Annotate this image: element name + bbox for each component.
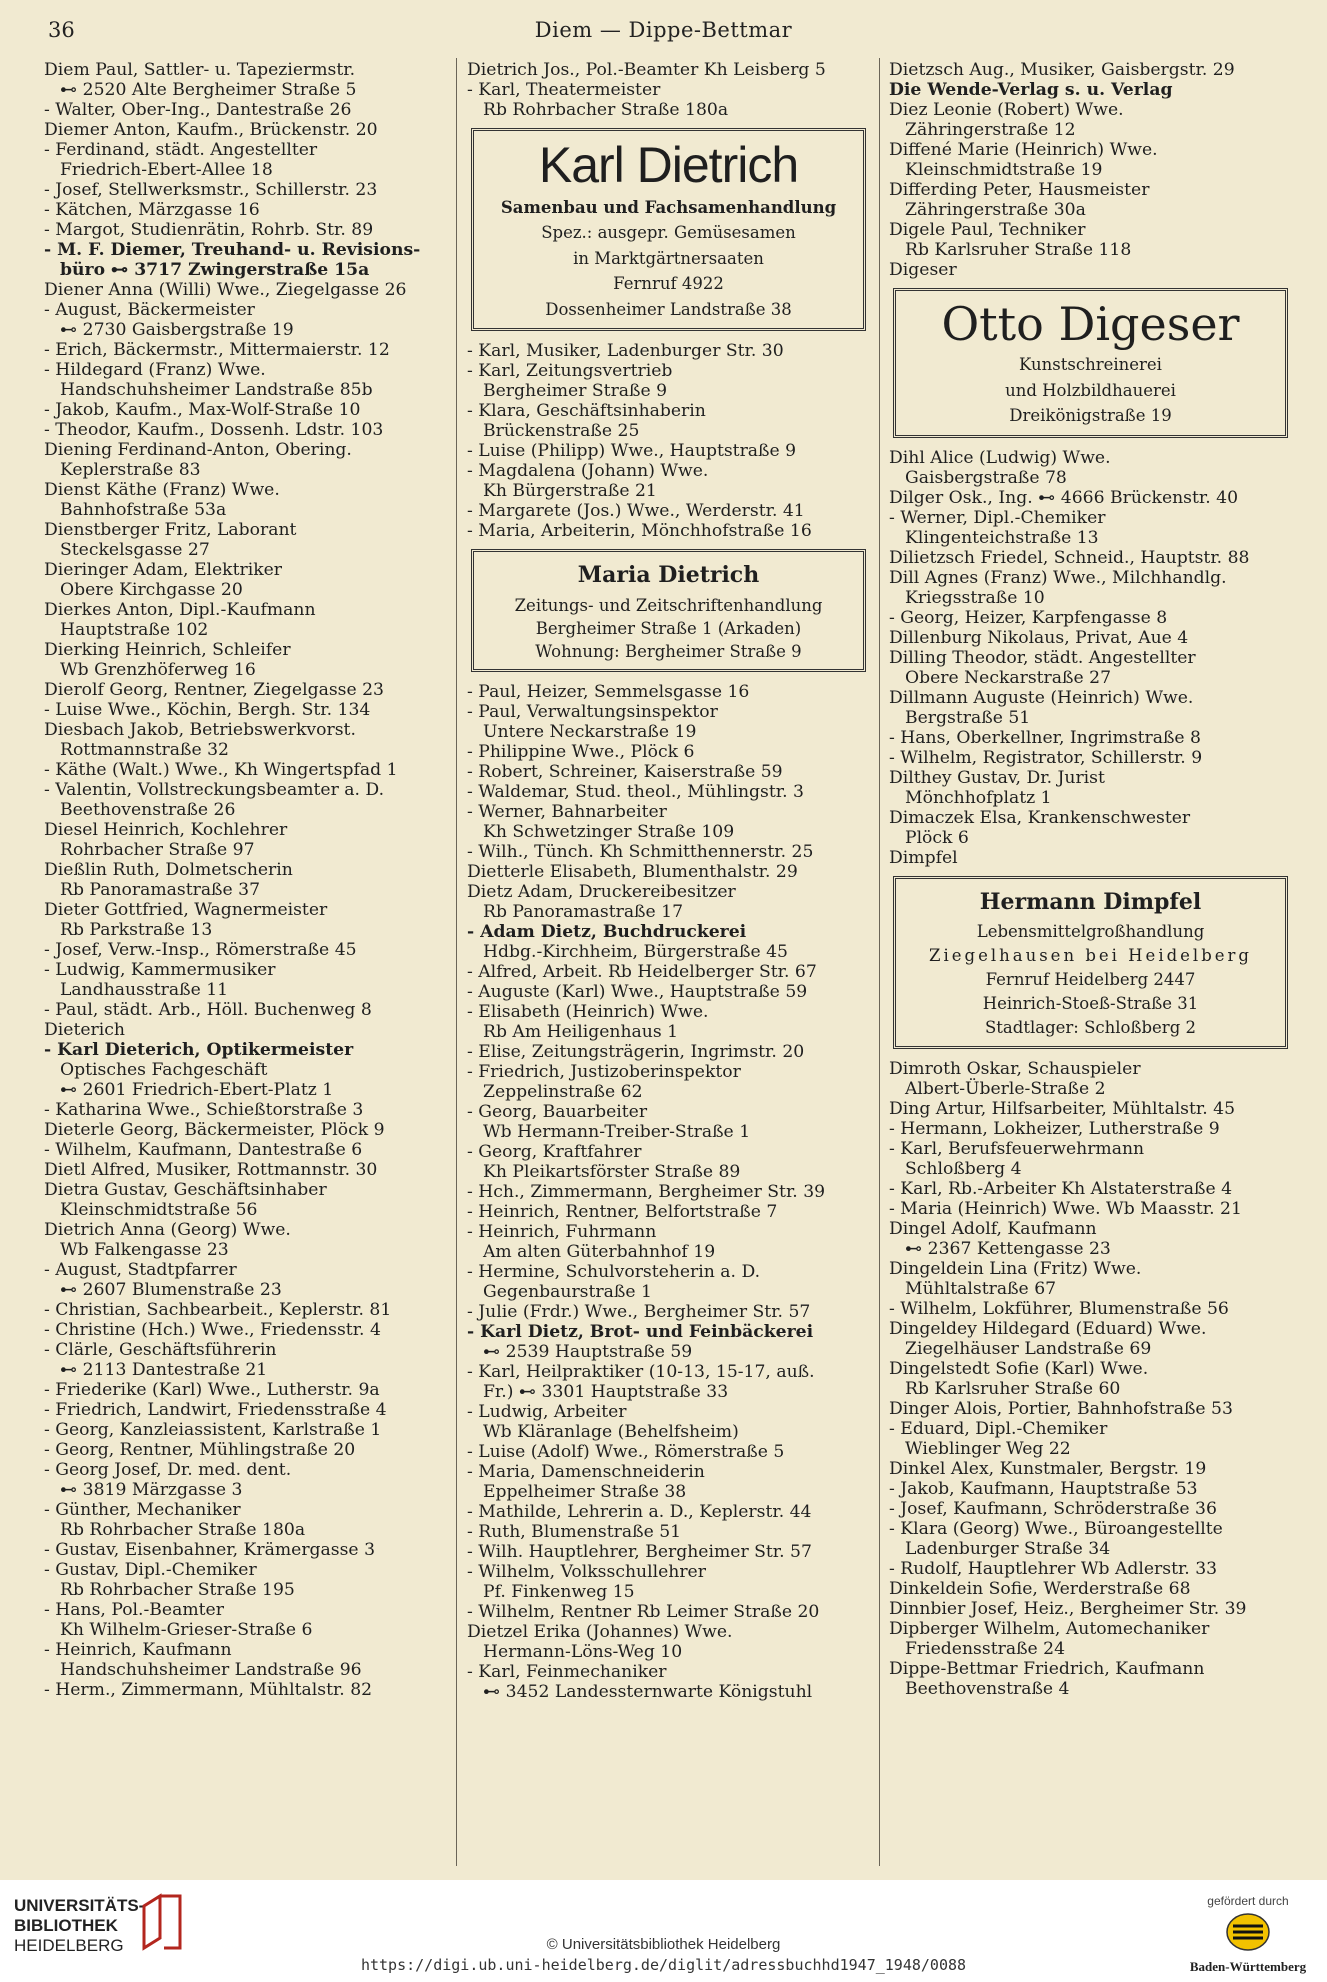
directory-entry: ⊷ 3819 Märzgasse 3: [60, 1480, 243, 1500]
directory-entry: - Christian, Sachbearbeit., Keplerstr. 81: [44, 1300, 392, 1320]
directory-entry: Rb Karlsruher Straße 60: [905, 1378, 1121, 1399]
directory-entry: Dipberger Wilhelm, Automechaniker: [889, 1618, 1210, 1639]
directory-entry: Albert-Überle-Straße 2: [905, 1078, 1106, 1099]
directory-entry: Dihl Alice (Ludwig) Wwe.: [889, 447, 1111, 468]
directory-entry: Dietl Alfred, Musiker, Rottmannstr. 30: [44, 1160, 378, 1180]
directory-entry: - Hildegard (Franz) Wwe.: [44, 360, 266, 380]
directory-entry: Wb Kläranlage (Behelfsheim): [483, 1421, 739, 1442]
directory-entry: Rb Rohrbacher Straße 195: [60, 1580, 295, 1600]
directory-entry: - Paul, Verwaltungsinspektor: [467, 701, 718, 722]
directory-entry: Zeppelinstraße 62: [483, 1081, 643, 1102]
directory-entry: Rb Karlsruher Straße 118: [905, 240, 1132, 260]
funding-credit: [1183, 1894, 1313, 1975]
directory-entry: Dilger Osk., Ing. ⊷ 4666 Brückenstr. 40: [889, 487, 1239, 508]
directory-entry: - Eduard, Dipl.-Chemiker: [889, 1418, 1108, 1439]
coat-of-arms-icon: [1225, 1912, 1271, 1952]
directory-entry: - Wilh. Hauptlehrer, Bergheimer Str. 57: [467, 1541, 812, 1562]
directory-entry: Kriegsstraße 10: [905, 587, 1045, 608]
directory-entry: Beethovenstraße 26: [60, 800, 236, 820]
directory-entry: Dimpfel: [889, 847, 958, 868]
directory-entry: - Rudolf, Hauptlehrer Wb Adlerstr. 33: [889, 1558, 1218, 1579]
directory-entry: - Ferdinand, städt. Angestellter: [44, 140, 318, 160]
advert-line: Bergheimer Straße 1 (Arkaden): [535, 618, 802, 638]
directory-entry: Dingel Adolf, Kaufmann: [889, 1218, 1097, 1239]
directory-entry: Wieblinger Weg 22: [905, 1438, 1071, 1459]
directory-entry: - Karl, Zeitungsvertrieb: [467, 361, 673, 382]
directory-entry: Dießlin Ruth, Dolmetscherin: [44, 860, 293, 880]
directory-entry: Dimroth Oskar, Schauspieler: [889, 1058, 1141, 1079]
directory-entry: - Georg, Heizer, Karpfengasse 8: [889, 607, 1168, 628]
advert-line: Zeitungs- und Zeitschriftenhandlung: [514, 595, 823, 615]
entries-col2-top: [467, 60, 872, 120]
directory-entry: - Wilhelm, Lokführer, Blumenstraße 56: [889, 1298, 1229, 1319]
directory-entry: - Wilhelm, Volksschullehrer: [467, 1561, 706, 1582]
directory-entry: - Karl, Musiker, Ladenburger Str. 30: [467, 341, 784, 362]
directory-entry: - Maria (Heinrich) Wwe. Wb Maasstr. 21: [889, 1198, 1242, 1219]
directory-entry: ⊷ 2607 Blumenstraße 23: [60, 1280, 282, 1300]
directory-entry: - Hans, Pol.-Beamter: [44, 1600, 224, 1620]
advert-otto-digeser: [893, 288, 1288, 438]
directory-entry: - Werner, Dipl.-Chemiker: [889, 507, 1106, 528]
directory-entry: - Wilhelm, Kaufmann, Dantestraße 6: [44, 1140, 363, 1160]
directory-entry: - Paul, städt. Arb., Höll. Buchenweg 8: [44, 1000, 372, 1020]
directory-entry: - Günther, Mechaniker: [44, 1500, 241, 1520]
directory-entry: Zähringerstraße 30a: [905, 200, 1086, 220]
directory-entry: - Werner, Bahnarbeiter: [467, 801, 667, 822]
directory-entry: - Gustav, Dipl.-Chemiker: [44, 1560, 257, 1580]
directory-entry: Dietzel Erika (Johannes) Wwe.: [467, 1621, 733, 1642]
directory-entry: - Wilh., Tünch. Kh Schmitthennerstr. 25: [467, 841, 814, 862]
directory-entry: - M. F. Diemer, Treuhand- u. Revisions-: [44, 240, 421, 260]
directory-entry: - Theodor, Kaufm., Dossenh. Ldstr. 103: [44, 420, 384, 440]
advert-line: Wohnung: Bergheimer Straße 9: [535, 641, 802, 661]
directory-entry: - Luise Wwe., Köchin, Bergh. Str. 134: [44, 700, 371, 720]
directory-entry: Kh Pleikartsförster Straße 89: [483, 1161, 741, 1182]
directory-entry: Bahnhofstraße 53a: [60, 500, 227, 520]
directory-entry: Ziegelhäuser Landstraße 69: [905, 1338, 1152, 1359]
directory-entry: Dieterle Georg, Bäckermeister, Plöck 9: [44, 1120, 385, 1140]
directory-entry: Dietra Gustav, Geschäftsinhaber: [44, 1180, 327, 1200]
directory-entry: ⊷ 2730 Gaisbergstraße 19: [60, 320, 294, 340]
entries-col3-top: [889, 60, 1294, 280]
directory-entry: Dippe-Bettmar Friedrich, Kaufmann: [889, 1658, 1205, 1679]
column-2: [467, 60, 872, 1702]
footer: [0, 1880, 1327, 1982]
permalink-url[interactable]: https://digi.ub.uni-heidelberg.de/diglit/adressbuchhd1947_1948/0088: [360, 1956, 967, 1974]
advert-hermann-dimpfel: [893, 876, 1288, 1049]
directory-entry: Steckelsgasse 27: [60, 540, 210, 560]
directory-entry: Dillenburg Nikolaus, Privat, Aue 4: [889, 627, 1189, 648]
page-number: 36: [48, 18, 75, 42]
directory-entry: büro ⊷ 3717 Zwingerstraße 15a: [60, 260, 370, 280]
directory-entry: - Karl Dieterich, Optikermeister: [44, 1040, 354, 1060]
directory-entry: Dingeldey Hildegard (Eduard) Wwe.: [889, 1318, 1207, 1339]
directory-entry: - Walter, Ober-Ing., Dantestraße 26: [44, 100, 352, 120]
directory-entry: - Klara, Geschäftsinhaberin: [467, 401, 706, 422]
directory-entry: - Karl, Heilpraktiker (10-13, 15-17, auß.: [467, 1361, 815, 1382]
library-line: BIBLIOTHEK: [14, 1916, 118, 1935]
directory-entry: - Adam Dietz, Buchdruckerei: [467, 921, 747, 942]
directory-entry: Dinkel Alex, Kunstmaler, Bergstr. 19: [889, 1458, 1207, 1479]
directory-entry: Dieringer Adam, Elektriker: [44, 560, 283, 580]
directory-entry: ⊷ 2539 Hauptstraße 59: [483, 1341, 693, 1362]
advert-title: Otto Digeser: [941, 297, 1240, 351]
running-head: Diem — Dippe-Bettmar: [534, 18, 793, 42]
directory-entry: Dietterle Elisabeth, Blumenthalstr. 29: [467, 861, 798, 882]
directory-entry: ⊷ 2113 Dantestraße 21: [60, 1360, 268, 1380]
advert-line: und Holzbildhauerei: [1005, 380, 1176, 400]
directory-entry: Rb Rohrbacher Straße 180a: [60, 1520, 306, 1540]
advert-line: Kunstschreinerei: [1019, 355, 1162, 375]
directory-entry: Diesbach Jakob, Betriebswerkvorst.: [44, 720, 356, 740]
directory-entry: Dill Agnes (Franz) Wwe., Milchhandlg.: [889, 567, 1227, 588]
directory-entry: Diffené Marie (Heinrich) Wwe.: [889, 140, 1158, 160]
directory-entry: Wb Grenzhöferweg 16: [60, 660, 256, 680]
directory-entry: Dingelstedt Sofie (Karl) Wwe.: [889, 1358, 1149, 1379]
directory-entry: Hermann-Löns-Weg 10: [483, 1641, 683, 1662]
directory-entry: Obere Kirchgasse 20: [60, 580, 243, 600]
directory-entry: Rb Am Heiligenhaus 1: [483, 1021, 679, 1042]
directory-entry: - Heinrich, Rentner, Belfortstraße 7: [467, 1201, 778, 1222]
advert-karl-dietrich: [471, 128, 866, 331]
advert-maria-dietrich: [471, 549, 866, 671]
directory-entry: Kh Bürgerstraße 21: [483, 481, 657, 502]
advert-title: Maria Dietrich: [577, 562, 760, 589]
advert-line: Samenbau und Fachsamenhandlung: [500, 197, 837, 217]
directory-entry: Dinkeldein Sofie, Werderstraße 68: [889, 1578, 1191, 1599]
directory-entry: Diemer Anton, Kaufm., Brückenstr. 20: [44, 120, 378, 140]
directory-entry: - Josef, Stellwerksmstr., Schillerstr. 23: [44, 180, 378, 200]
directory-entry: - Georg, Bauarbeiter: [467, 1101, 648, 1122]
directory-entry: Rb Panoramastraße 17: [483, 901, 684, 922]
directory-entry: Dierkes Anton, Dipl.-Kaufmann: [44, 600, 316, 620]
directory-entry: Beethovenstraße 4: [905, 1678, 1070, 1699]
directory-entry: - Jakob, Kaufmann, Hauptstraße 53: [889, 1478, 1198, 1499]
directory-entry: Differding Peter, Hausmeister: [889, 180, 1150, 200]
directory-entry: Rb Rohrbacher Straße 180a: [483, 100, 729, 120]
copyright-notice: © Universitätsbibliothek Heidelberg: [546, 1936, 781, 1953]
directory-entry: Dienstberger Fritz, Laborant: [44, 520, 297, 540]
directory-entry: Hdbg.-Kirchheim, Bürgerstraße 45: [483, 941, 788, 962]
directory-entry: Eppelheimer Straße 38: [483, 1481, 687, 1502]
directory-entry: Wb Falkengasse 23: [60, 1240, 229, 1260]
advert-title: Karl Dietrich: [538, 137, 799, 193]
directory-entry: Dierking Heinrich, Schleifer: [44, 640, 291, 660]
directory-entry: - Friederike (Karl) Wwe., Lutherstr. 9a: [44, 1380, 380, 1400]
directory-entry: Dilthey Gustav, Dr. Jurist: [889, 767, 1105, 788]
directory-entry: Kh Schwetzinger Straße 109: [483, 821, 735, 842]
directory-entry: Fr.) ⊷ 3301 Hauptstraße 33: [483, 1381, 729, 1402]
directory-entry: Rottmannstraße 32: [60, 740, 229, 760]
directory-entry: - Waldemar, Stud. theol., Mühlingstr. 3: [467, 781, 804, 802]
advert-line: Lebensmittelgroßhandlung: [976, 922, 1205, 942]
directory-entry: ⊷ 2367 Kettengasse 23: [905, 1238, 1111, 1259]
directory-entry: - Hans, Oberkellner, Ingrimstraße 8: [889, 727, 1201, 748]
directory-entry: ⊷ 2520 Alte Bergheimer Straße 5: [60, 80, 357, 100]
entries-col1: [44, 60, 449, 1700]
directory-entry: Diez Leonie (Robert) Wwe.: [889, 100, 1124, 120]
directory-entry: - Karl, Theatermeister: [467, 80, 661, 100]
directory-entry: Schloßberg 4: [905, 1158, 1022, 1179]
directory-entry: - Luise (Philipp) Wwe., Hauptstraße 9: [467, 441, 797, 462]
directory-entry: - Ruth, Blumenstraße 51: [467, 1521, 682, 1542]
directory-entry: Die Wende-Verlag s. u. Verlag: [889, 80, 1173, 100]
directory-entry: Zähringerstraße 12: [905, 120, 1076, 140]
directory-entry: - Wilhelm, Registrator, Schillerstr. 9: [889, 747, 1203, 768]
directory-entry: Dilietzsch Friedel, Schneid., Hauptstr. 88: [889, 547, 1250, 568]
directory-entry: Diem Paul, Sattler- u. Tapeziermstr.: [44, 60, 356, 80]
directory-entry: Optisches Fachgeschäft: [60, 1060, 268, 1080]
directory-entry: Kleinschmidtstraße 19: [905, 160, 1103, 180]
directory-entry: - Elise, Zeitungsträgerin, Ingrimstr. 20: [467, 1041, 805, 1062]
advert-line: Dossenheimer Landstraße 38: [545, 299, 792, 319]
library-line: UNIVERSITÄTS-: [14, 1896, 145, 1915]
directory-entry: Friedensstraße 24: [905, 1638, 1066, 1659]
directory-entry: Dingeldein Lina (Fritz) Wwe.: [889, 1258, 1142, 1279]
entries-col3-mid: [889, 448, 1294, 868]
directory-entry: - Karl, Rb.-Arbeiter Kh Alstaterstraße 4: [889, 1178, 1233, 1199]
directory-entry: - Wilhelm, Rentner Rb Leimer Straße 20: [467, 1601, 820, 1622]
directory-entry: Dieterich: [44, 1020, 125, 1040]
directory-entry: - Margot, Studienrätin, Rohrb. Str. 89: [44, 220, 374, 240]
directory-entry: - Maria, Arbeiterin, Mönchhofstraße 16: [467, 521, 812, 542]
directory-entry: - Erich, Bäckermstr., Mittermaierstr. 12: [44, 340, 390, 360]
directory-entry: - Auguste (Karl) Wwe., Hauptstraße 59: [467, 981, 808, 1002]
directory-entry: - Heinrich, Fuhrmann: [467, 1221, 657, 1242]
directory-entry: Digeser: [889, 260, 957, 280]
directory-entry: - Katharina Wwe., Schießtorstraße 3: [44, 1100, 364, 1120]
directory-entry: - Hermine, Schulvorsteherin a. D.: [467, 1261, 761, 1282]
directory-entry: Dillmann Auguste (Heinrich) Wwe.: [889, 687, 1194, 708]
directory-entry: - Valentin, Vollstreckungsbeamter a. D.: [44, 780, 385, 800]
directory-entry: - Ludwig, Arbeiter: [467, 1401, 627, 1422]
directory-entry: Rb Parkstraße 13: [60, 920, 213, 940]
entries-col2-mid: [467, 341, 872, 541]
directory-entry: - Robert, Schreiner, Kaiserstraße 59: [467, 761, 783, 782]
directory-entry: - Ludwig, Kammermusiker: [44, 960, 276, 980]
directory-entry: Am alten Güterbahnhof 19: [483, 1241, 716, 1262]
directory-entry: Dimaczek Elsa, Krankenschwester: [889, 807, 1191, 828]
directory-entry: Dinnbier Josef, Heiz., Bergheimer Str. 39: [889, 1598, 1247, 1619]
directory-entry: - Georg, Kraftfahrer: [467, 1141, 642, 1162]
directory-entry: Diener Anna (Willi) Wwe., Ziegelgasse 26: [44, 280, 407, 300]
directory-entry: Gegenbaurstraße 1: [483, 1281, 652, 1302]
directory-entry: Kh Wilhelm-Grieser-Straße 6: [60, 1620, 313, 1640]
column-rule: [456, 58, 457, 1866]
directory-entry: Dinger Alois, Portier, Bahnhofstraße 53: [889, 1398, 1233, 1419]
directory-entry: - Karl, Berufsfeuerwehrmann: [889, 1138, 1145, 1159]
directory-entry: - Georg, Rentner, Mühlingstraße 20: [44, 1440, 356, 1460]
directory-entry: Ladenburger Straße 34: [905, 1538, 1111, 1559]
directory-entry: Keplerstraße 83: [60, 460, 201, 480]
directory-entry: Digele Paul, Techniker: [889, 220, 1086, 240]
directory-entry: Landhausstraße 11: [60, 980, 229, 1000]
directory-entry: Gaisbergstraße 78: [905, 467, 1067, 488]
directory-entry: Obere Neckarstraße 27: [905, 667, 1112, 688]
directory-entry: - Gustav, Eisenbahner, Krämergasse 3: [44, 1540, 376, 1560]
directory-entry: - Paul, Heizer, Semmelsgasse 16: [467, 681, 750, 702]
directory-entry: - August, Stadtpfarrer: [44, 1260, 237, 1280]
directory-entry: - Maria, Damenschneiderin: [467, 1461, 705, 1482]
directory-entry: Klingenteichstraße 13: [905, 527, 1099, 548]
entries-col3-bottom: [889, 1059, 1294, 1699]
directory-entry: - Jakob, Kaufm., Max-Wolf-Straße 10: [44, 400, 361, 420]
directory-entry: Dieter Gottfried, Wagnermeister: [44, 900, 328, 920]
directory-entry: - Kätchen, Märzgasse 16: [44, 200, 260, 220]
directory-entry: - Friedrich, Justizoberinspektor: [467, 1061, 741, 1082]
state-name: Baden-Württemberg: [1189, 1959, 1307, 1974]
column-1: [44, 60, 449, 1700]
directory-entry: - Georg, Kanzleiassistent, Karlstraße 1: [44, 1420, 382, 1440]
directory-entry: Hauptstraße 102: [60, 620, 209, 640]
directory-entry: - Mathilde, Lehrerin a. D., Keplerstr. 44: [467, 1501, 812, 1522]
directory-entry: - Herm., Zimmermann, Mühltalstr. 82: [44, 1680, 373, 1700]
directory-entry: Kleinschmidtstraße 56: [60, 1200, 258, 1220]
funded-by-label: gefördert durch: [1207, 1894, 1289, 1908]
directory-entry: - Luise (Adolf) Wwe., Römerstraße 5: [467, 1441, 785, 1462]
directory-entry: Friedrich-Ebert-Allee 18: [60, 160, 273, 180]
directory-entry: Wb Hermann-Treiber-Straße 1: [483, 1121, 751, 1142]
directory-entry: - Elisabeth (Heinrich) Wwe.: [467, 1001, 709, 1022]
directory-entry: Ding Artur, Hilfsarbeiter, Mühltalstr. 45: [889, 1098, 1236, 1119]
directory-entry: - Friedrich, Landwirt, Friedensstraße 4: [44, 1400, 387, 1420]
advert-line: Ziegelhausen bei Heidelberg: [929, 945, 1252, 965]
directory-entry: Dilling Theodor, städt. Angestellter: [889, 647, 1196, 668]
directory-entry: Dietrich Jos., Pol.-Beamter Kh Leisberg 5: [467, 60, 826, 80]
directory-entry: Brückenstraße 25: [483, 421, 640, 442]
directory-entry: Mönchhofplatz 1: [905, 787, 1052, 808]
directory-entry: - August, Bäckermeister: [44, 300, 255, 320]
directory-entry: - Georg Josef, Dr. med. dent.: [44, 1460, 292, 1480]
directory-entry: Pf. Finkenweg 15: [483, 1581, 635, 1602]
directory-entry: - Magdalena (Johann) Wwe.: [467, 461, 709, 482]
directory-entry: Bergheimer Straße 9: [483, 381, 668, 402]
directory-entry: - Hch., Zimmermann, Bergheimer Str. 39: [467, 1181, 826, 1202]
directory-entry: Plöck 6: [905, 827, 969, 848]
advert-line: Dreikönigstraße 19: [1009, 406, 1172, 426]
directory-entry: - Julie (Frdr.) Wwe., Bergheimer Str. 57: [467, 1301, 811, 1322]
directory-entry: Bergstraße 51: [905, 707, 1031, 728]
advert-title: Hermann Dimpfel: [979, 888, 1202, 915]
directory-entry: - Josef, Kaufmann, Schröderstraße 36: [889, 1498, 1217, 1519]
directory-entry: Handschuhsheimer Landstraße 96: [60, 1660, 362, 1680]
advert-line: Fernruf 4922: [613, 274, 724, 294]
directory-entry: Diening Ferdinand-Anton, Obering.: [44, 440, 352, 460]
directory-entry: Diesel Heinrich, Kochlehrer: [44, 820, 288, 840]
column-rule: [879, 58, 880, 1866]
entries-col2-bottom: [467, 682, 872, 1702]
directory-entry: Dietrich Anna (Georg) Wwe.: [44, 1220, 291, 1240]
advert-line: Stadtlager: Schloßberg 2: [984, 1017, 1197, 1037]
directory-entry: - Christine (Hch.) Wwe., Friedensstr. 4: [44, 1320, 381, 1340]
advert-line: Fernruf Heidelberg 2447: [985, 969, 1196, 989]
directory-entry: Rohrbacher Straße 97: [60, 840, 255, 860]
directory-entry: - Käthe (Walt.) Wwe., Kh Wingertspfad 1: [44, 760, 398, 780]
directory-entry: - Philippine Wwe., Plöck 6: [467, 741, 695, 762]
advert-line: Heinrich-Stoeß-Straße 31: [982, 993, 1199, 1013]
directory-entry: - Margarete (Jos.) Wwe., Werderstr. 41: [467, 501, 805, 522]
directory-entry: Dietzsch Aug., Musiker, Gaisbergstr. 29: [889, 60, 1235, 80]
directory-entry: ⊷ 2601 Friedrich-Ebert-Platz 1: [60, 1080, 334, 1100]
advert-line: Spez.: ausgepr. Gemüsesamen: [541, 223, 796, 243]
directory-entry: Handschuhsheimer Landstraße 85b: [60, 380, 373, 400]
directory-entry: - Heinrich, Kaufmann: [44, 1640, 232, 1660]
directory-entry: - Alfred, Arbeit. Rb Heidelberger Str. 67: [467, 961, 817, 982]
directory-entry: Mühltalstraße 67: [905, 1278, 1057, 1299]
directory-entry: - Klara (Georg) Wwe., Büroangestellte: [889, 1518, 1223, 1539]
directory-entry: - Clärle, Geschäftsführerin: [44, 1340, 277, 1360]
directory-entry: Rb Panoramastraße 37: [60, 880, 261, 900]
directory-entry: Dietz Adam, Druckereibesitzer: [467, 881, 736, 902]
directory-entry: - Hermann, Lokheizer, Lutherstraße 9: [889, 1118, 1220, 1139]
directory-entry: - Josef, Verw.-Insp., Römerstraße 45: [44, 940, 357, 960]
directory-entry: Dierolf Georg, Rentner, Ziegelgasse 23: [44, 680, 384, 700]
advert-line: in Marktgärtnersaaten: [573, 248, 764, 268]
directory-entry: Untere Neckarstraße 19: [483, 721, 697, 742]
directory-entry: - Karl, Feinmechaniker: [467, 1661, 667, 1682]
directory-entry: - Karl Dietz, Brot- und Feinbäckerei: [467, 1321, 814, 1342]
column-3: [889, 60, 1294, 1699]
directory-entry: ⊷ 3452 Landessternwarte Königstuhl: [483, 1681, 813, 1702]
directory-entry: Dienst Käthe (Franz) Wwe.: [44, 480, 280, 500]
library-line: HEIDELBERG: [14, 1936, 124, 1955]
